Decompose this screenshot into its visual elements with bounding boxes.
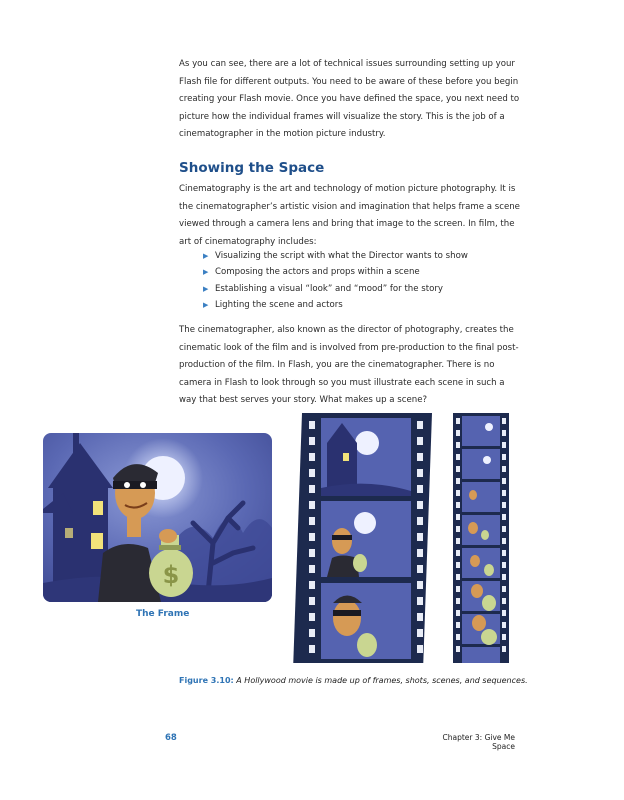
frame-label: The Frame: [136, 609, 190, 619]
intro-paragraph-block: [179, 56, 524, 144]
film-strip-scenes: [449, 413, 513, 663]
list-item: [203, 281, 523, 297]
section-heading: Showing the Space: [179, 160, 325, 176]
section-paragraph: Cinematography is the art and technology of motion picture photography. It is the cinematographer’s artistic vision and imagination that helps frame a scene viewed through a camera lens and bring that image to the screen. In film, the art of cinematography includes:: [179, 184, 520, 247]
intro-paragraph: As you can see, there are a lot of technical issues surrounding setting up your Flash file for different outputs. You need to be aware of these before you begin creating your Flash movie. Once you have defined the space, you next need to picture how the individual frames will visualize the story. This is the job of a cinematographer in the motion picture industry.: [179, 59, 520, 140]
bullet-arrow-icon: ▶: [203, 252, 209, 260]
closing-paragraph-block: [179, 322, 524, 410]
page-number: 68: [165, 733, 177, 743]
list-item: [203, 264, 523, 280]
list-item-text: Establishing a visual “look” and “mood” for the story: [215, 283, 443, 294]
frame-illustration: [43, 433, 272, 602]
figure-caption-text: A Hollywood movie is made up of frames, shots, scenes, and sequences.: [236, 676, 528, 685]
chapter-title: Chapter 3: Give Me Space: [442, 733, 515, 751]
film-strip-shots: [287, 413, 437, 663]
closing-paragraph: The cinematographer, also known as the director of photography, creates the cinematic look of the film and is involved from pre-production to the final post-production of the film. In Flash, you are the cinematographer. There is no camera in Flash to look through so you must illustrate each scene in such a way that best serves your story. What makes up a scene?: [179, 325, 519, 406]
bullet-list: [203, 248, 523, 313]
bullet-arrow-icon: ▶: [203, 284, 209, 293]
list-item: [203, 248, 523, 264]
list-item-text: Lighting the scene and actors: [215, 299, 343, 310]
bullet-arrow-icon: ▶: [203, 300, 209, 309]
list-item: [203, 297, 523, 313]
section-paragraph-block: [179, 181, 524, 251]
figure-caption: [179, 676, 528, 685]
bullet-arrow-icon: ▶: [203, 268, 209, 277]
bag-dollar-symbol: $: [162, 561, 180, 589]
list-item-text: Composing the actors and props within a scene: [215, 267, 420, 278]
figure-number: Figure 3.10:: [179, 676, 234, 685]
list-item-text: Visualizing the script with what the Director wants to show: [215, 251, 468, 261]
